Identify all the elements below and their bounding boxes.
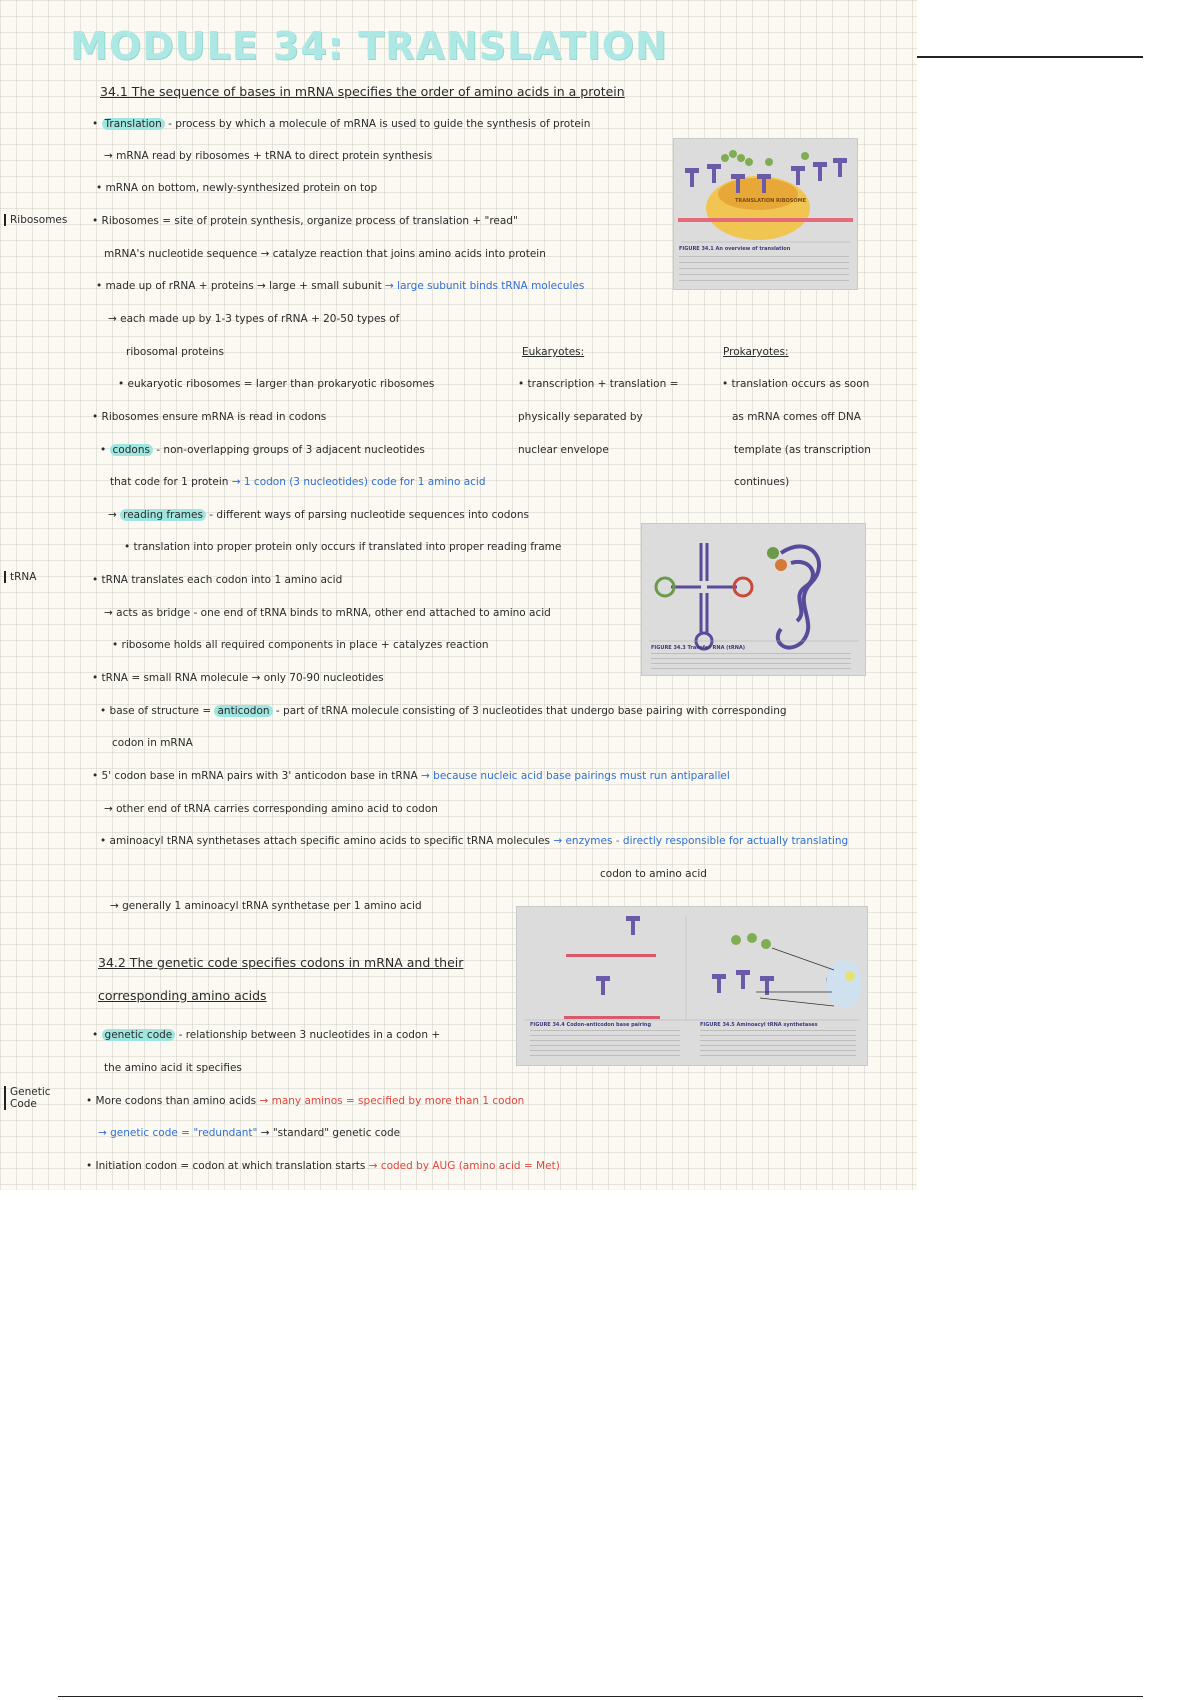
note-line: • mRNA on bottom, newly-synthesized protein on top — [96, 182, 378, 194]
note-line: • eukaryotic ribosomes = larger than prokaryotic ribosomes — [118, 378, 435, 390]
figure-caption: FIGURE 34.4 Codon-anticodon base pairing — [530, 1022, 652, 1028]
note-line: • tRNA = small RNA molecule → only 70-90 nucleotides — [92, 672, 384, 684]
sidebar-label-genetic-code: Genetic Code — [4, 1086, 64, 1110]
section-heading-34-1: 34.1 The sequence of bases in mRNA specifies the order of amino acids in a protein — [100, 84, 625, 99]
sidebar-label-ribosomes: Ribosomes — [4, 214, 67, 226]
highlight-term: codons — [110, 444, 153, 456]
footer-rule — [58, 1696, 1143, 1697]
highlight-term: Translation — [102, 118, 165, 130]
note-line: • made up of rRNA + proteins → large + small subunit → large subunit binds tRNA molecules — [96, 280, 585, 292]
note-line: • Initiation codon = codon at which translation starts → coded by AUG (amino acid = Met) — [86, 1160, 560, 1172]
note-line: codon in mRNA — [112, 737, 193, 749]
note-line: • genetic code - relationship between 3 nucleotides in a codon + — [92, 1029, 441, 1041]
figure-label: TRANSLATION RIBOSOME — [735, 198, 807, 204]
note-line: that code for 1 protein → 1 codon (3 nucleotides) code for 1 amino acid — [110, 476, 486, 488]
highlight-term: genetic code — [102, 1029, 176, 1041]
note-line: codon to amino acid — [600, 868, 707, 880]
note-line: the amino acid it specifies — [104, 1062, 242, 1074]
note-line: • More codons than amino acids → many aminos = specified by more than 1 codon — [86, 1095, 525, 1107]
note-line: • translation into proper protein only occurs if translated into proper reading frame — [124, 541, 562, 553]
figure-caption-body — [651, 653, 851, 673]
note-line: → reading frames - different ways of parsing nucleotide sequences into codons — [108, 509, 529, 521]
figure-caption-body — [530, 1030, 680, 1056]
section-heading-34-2-line1: 34.2 The genetic code specifies codons in mRNA and their — [98, 955, 464, 970]
note-line: • aminoacyl tRNA synthetases attach specific amino acids to specific tRNA molecules → enzymes - directly responsible for actually translating — [100, 835, 849, 847]
figure-caption: FIGURE 34.5 Aminoacyl tRNA synthetases — [700, 1022, 818, 1028]
section-heading-34-2-line2: corresponding amino acids — [98, 988, 267, 1003]
figure-codon-pairing-synthetases — [516, 906, 868, 1066]
note-line: • base of structure = anticodon - part of tRNA molecule consisting of 3 nucleotides that undergo base pairing with corresponding — [100, 705, 787, 717]
note-line: • codons - non-overlapping groups of 3 adjacent nucleotides — [100, 444, 425, 456]
figure-caption-body — [679, 256, 849, 284]
eukaryotes-line: physically separated by — [518, 411, 643, 423]
prokaryotes-line: • translation occurs as soon — [722, 378, 870, 390]
prokaryotes-line: template (as transcription — [734, 444, 871, 456]
note-line: • Translation - process by which a molecule of mRNA is used to guide the synthesis of protein — [92, 118, 591, 130]
prokaryotes-line: continues) — [734, 476, 790, 488]
note-line: • 5' codon base in mRNA pairs with 3' anticodon base in tRNA → because nucleic acid base pairings must run antiparallel — [92, 770, 730, 782]
note-line: ribosomal proteins — [126, 346, 224, 358]
highlight-term: reading frames — [120, 509, 206, 521]
page-title: MODULE 34: TRANSLATION — [70, 24, 668, 68]
prokaryotes-heading: Prokaryotes: — [723, 346, 789, 358]
note-line: → mRNA read by ribosomes + tRNA to direct protein synthesis — [104, 150, 433, 162]
eukaryotes-line: • transcription + translation = — [518, 378, 679, 390]
figure-caption: FIGURE 34.1 An overview of translation — [679, 246, 791, 252]
figure-caption-body — [700, 1030, 856, 1056]
eukaryotes-heading: Eukaryotes: — [522, 346, 585, 358]
highlight-term: anticodon — [214, 705, 272, 717]
note-line: mRNA's nucleotide sequence → catalyze reaction that joins amino acids into protein — [104, 248, 546, 260]
note-line: → acts as bridge - one end of tRNA binds to mRNA, other end attached to amino acid — [104, 607, 551, 619]
prokaryotes-line: as mRNA comes off DNA — [732, 411, 861, 423]
note-line: • Ribosomes = site of protein synthesis, organize process of translation + "read" — [92, 215, 518, 227]
note-line: • ribosome holds all required components in place + catalyzes reaction — [112, 639, 489, 651]
note-line: • tRNA translates each codon into 1 amino acid — [92, 574, 343, 586]
eukaryotes-line: nuclear envelope — [518, 444, 609, 456]
note-line: → other end of tRNA carries corresponding amino acid to codon — [104, 803, 438, 815]
note-line: → generally 1 aminoacyl tRNA synthetase per 1 amino acid — [110, 900, 422, 912]
note-line: → genetic code = "redundant" → "standard" genetic code — [98, 1127, 401, 1139]
figure-translation-overview — [673, 138, 858, 290]
note-line: → each made up by 1-3 types of rRNA + 20-50 types of — [108, 313, 400, 325]
note-line: • Ribosomes ensure mRNA is read in codons — [92, 411, 327, 423]
figure-trna — [641, 523, 866, 676]
header-rule — [917, 56, 1143, 58]
figure-caption: FIGURE 34.3 Transfer RNA (tRNA) — [651, 645, 746, 651]
sidebar-label-trna: tRNA — [4, 571, 36, 583]
